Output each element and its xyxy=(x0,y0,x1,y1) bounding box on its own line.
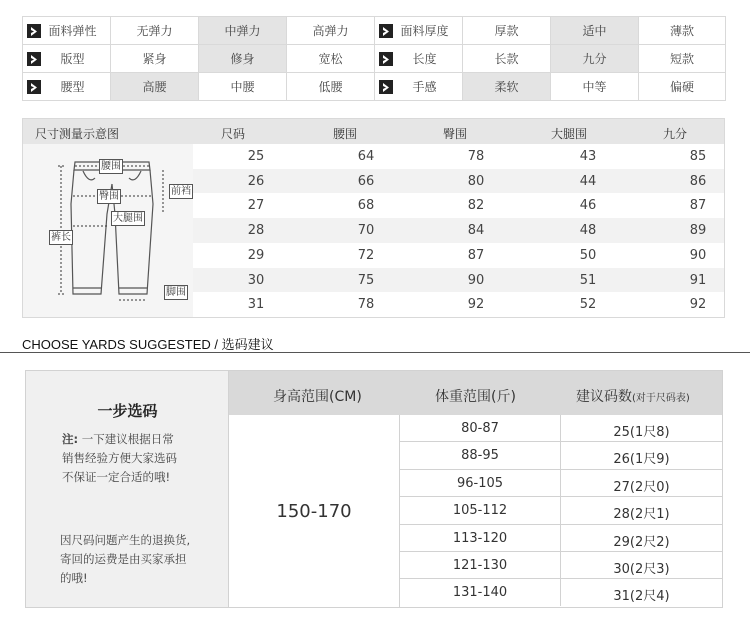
header-thigh: 大腿围 xyxy=(551,127,588,141)
size-cell: 31 xyxy=(247,297,265,313)
size-cell: 86 xyxy=(689,173,707,189)
size-cell: 50 xyxy=(579,247,597,263)
diagram-label-hip: 臀围 xyxy=(99,191,119,202)
attribute-option-selected: 中弹力 xyxy=(199,17,287,45)
suggestion-notes-panel xyxy=(26,371,229,607)
attribute-option: 无弹力 xyxy=(111,17,199,45)
attribute-option: 长款 xyxy=(463,45,551,73)
attribute-option-selected: 修身 xyxy=(199,45,287,73)
weight-size-row xyxy=(400,579,722,606)
diagram-label-hem: 脚围 xyxy=(166,287,186,298)
header-waist: 腰围 xyxy=(333,127,358,141)
arrow-right-icon xyxy=(27,52,41,66)
attribute-label: 面料弹性 xyxy=(48,24,97,38)
size-row xyxy=(193,218,724,243)
attribute-row xyxy=(23,45,726,73)
size-row xyxy=(193,169,724,194)
attribute-label: 面料厚度 xyxy=(400,24,449,38)
attribute-option: 厚款 xyxy=(463,17,551,45)
attribute-option: 短款 xyxy=(639,45,726,73)
size-row xyxy=(193,144,724,169)
weight-range-cell: 96-105 xyxy=(400,470,561,497)
note-line-1: 一下建议根据日常 xyxy=(81,432,174,446)
step-title: 一步选码 xyxy=(97,402,158,420)
header-size-note: (对于尺码表) xyxy=(632,393,690,404)
attribute-option: 偏硬 xyxy=(639,73,726,101)
size-cell: 92 xyxy=(467,297,485,313)
attribute-option-selected: 高腰 xyxy=(111,73,199,101)
weight-size-row xyxy=(400,415,722,442)
size-cell: 51 xyxy=(579,272,597,288)
size-cell: 78 xyxy=(467,149,485,164)
diagram-label-thigh: 大腿围 xyxy=(113,213,143,224)
attribute-option: 薄款 xyxy=(639,17,726,45)
attribute-option: 中等 xyxy=(551,73,639,101)
return-policy-note xyxy=(60,531,220,588)
size-row xyxy=(193,292,724,317)
size-cell: 70 xyxy=(357,223,375,239)
header-diagram: 尺寸测量示意图 xyxy=(35,127,120,141)
return-line-1: 因尺码问题产生的退换货, xyxy=(60,533,191,547)
weight-range-cell: 80-87 xyxy=(400,415,561,442)
attribute-option: 高弹力 xyxy=(287,17,375,45)
size-cell: 87 xyxy=(467,247,485,263)
arrow-right-icon xyxy=(379,80,393,94)
suggested-size-cell: 28(2尺1) xyxy=(613,507,670,523)
attribute-label-cell xyxy=(23,73,111,101)
size-cell: 28 xyxy=(247,223,265,239)
suggested-size-cell: 31(2尺4) xyxy=(613,589,670,605)
header-height-range: 身高范围(CM) xyxy=(273,389,362,405)
size-cell: 27 xyxy=(247,198,265,214)
arrow-right-icon xyxy=(27,80,41,94)
size-cell: 29 xyxy=(247,247,265,263)
weight-range-cell: 113-120 xyxy=(400,525,561,552)
weight-size-row xyxy=(400,442,722,469)
size-cell: 72 xyxy=(357,247,375,263)
section-title-suggestion: CHOOSE YARDS SUGGESTED / 选码建议 xyxy=(22,337,274,352)
size-cell: 90 xyxy=(689,247,707,263)
size-cell: 91 xyxy=(689,272,707,288)
weight-range-cell: 131-140 xyxy=(400,579,561,606)
size-row xyxy=(193,243,724,268)
attribute-label-cell xyxy=(375,73,463,101)
header-size: 尺码 xyxy=(221,127,246,141)
suggested-size-cell: 25(1尺8) xyxy=(613,425,670,440)
size-cell: 82 xyxy=(467,198,485,214)
section-divider xyxy=(0,352,750,353)
size-cell: 46 xyxy=(579,198,597,214)
attribute-label: 手感 xyxy=(412,80,437,94)
size-cell: 90 xyxy=(467,272,485,288)
note-line-2: 销售经验方便大家选码 xyxy=(62,451,177,465)
attribute-label-cell xyxy=(23,45,111,73)
size-cell: 43 xyxy=(579,149,597,164)
attribute-label: 版型 xyxy=(60,52,85,66)
size-cell: 78 xyxy=(357,297,375,313)
size-cell: 68 xyxy=(357,198,375,214)
size-cell: 66 xyxy=(357,173,375,189)
attribute-option: 紧身 xyxy=(111,45,199,73)
attribute-option-selected: 柔软 xyxy=(463,73,551,101)
size-cell: 52 xyxy=(579,297,597,313)
return-line-2: 寄回的运费是由买家承担 xyxy=(60,552,187,566)
attribute-row xyxy=(23,73,726,101)
arrow-right-icon xyxy=(27,24,41,38)
size-cell: 44 xyxy=(579,173,597,189)
suggestion-table-header xyxy=(229,371,722,415)
header-weight-range: 体重范围(斤) xyxy=(435,389,516,405)
height-range-value: 150-170 xyxy=(229,415,400,607)
diagram-label-length: 裤长 xyxy=(51,232,71,243)
attribute-label-cell xyxy=(375,45,463,73)
suggested-size-cell: 26(1尺9) xyxy=(613,452,670,468)
pants-measurement-diagram xyxy=(23,144,193,317)
weight-range-cell: 105-112 xyxy=(400,497,561,524)
header-hip: 臀围 xyxy=(443,127,468,141)
size-chart-header xyxy=(23,119,724,144)
diagram-label-waist: 腰围 xyxy=(101,161,121,172)
size-row xyxy=(193,193,724,218)
diagram-label-rise: 前裆 xyxy=(171,186,191,197)
suggested-size-cell: 27(2尺0) xyxy=(613,479,670,495)
size-row xyxy=(193,268,724,293)
size-cell: 75 xyxy=(357,272,375,288)
attribute-option: 中腰 xyxy=(199,73,287,101)
suggestion-note xyxy=(62,430,222,487)
weight-range-cell: 121-130 xyxy=(400,552,561,579)
size-cell: 25 xyxy=(247,149,265,164)
arrow-right-icon xyxy=(379,52,393,66)
attribute-option: 低腰 xyxy=(287,73,375,101)
size-cell: 92 xyxy=(689,297,707,313)
fabric-attributes-table xyxy=(22,16,726,101)
attribute-option-selected: 九分 xyxy=(551,45,639,73)
size-cell: 89 xyxy=(689,223,707,239)
size-cell: 48 xyxy=(579,223,597,239)
suggested-size-cell: 30(2尺3) xyxy=(613,562,670,577)
weight-size-row xyxy=(400,552,722,579)
size-chart xyxy=(22,118,725,318)
note-label: 注: xyxy=(62,432,79,446)
return-line-3: 的哦! xyxy=(60,571,88,585)
attribute-option: 宽松 xyxy=(287,45,375,73)
attribute-row xyxy=(23,17,726,45)
header-length: 九分 xyxy=(663,127,688,141)
size-cell: 84 xyxy=(467,223,485,239)
size-cell: 26 xyxy=(247,173,265,189)
header-suggested-size: 建议码数(对于尺码表) xyxy=(576,389,690,405)
size-suggestion-table xyxy=(25,370,723,608)
note-line-3: 不保证一定合适的哦! xyxy=(62,470,171,484)
weight-range-cell: 88-95 xyxy=(400,442,561,469)
attribute-label-cell xyxy=(375,17,463,45)
weight-size-row xyxy=(400,497,722,524)
size-cell: 64 xyxy=(357,149,375,164)
size-cell: 87 xyxy=(689,198,707,214)
size-cell: 80 xyxy=(467,173,485,189)
attribute-label-cell xyxy=(23,17,111,45)
arrow-right-icon xyxy=(379,24,393,38)
weight-size-row xyxy=(400,525,722,552)
attribute-option-selected: 适中 xyxy=(551,17,639,45)
suggested-size-cell: 29(2尺2) xyxy=(613,534,670,550)
size-cell: 30 xyxy=(247,272,265,288)
size-cell: 85 xyxy=(689,149,707,164)
weight-size-row xyxy=(400,470,722,497)
attribute-label: 腰型 xyxy=(60,80,85,94)
attribute-label: 长度 xyxy=(412,52,437,66)
